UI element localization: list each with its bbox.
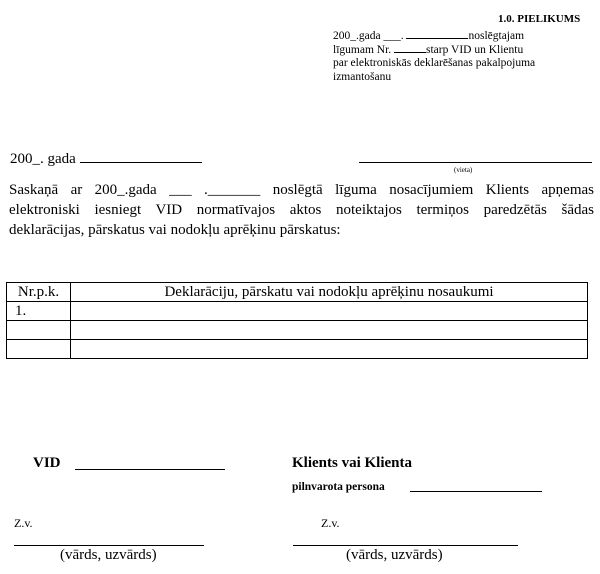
client-signature-line[interactable] [410,491,542,492]
annex-line-4: izmantošanu [333,71,392,83]
name-label-left: (vārds, uzvārds) [60,547,157,563]
agreement-paragraph [9,180,594,240]
table-cell-name[interactable] [71,340,588,359]
seal-left: Z.v. [14,516,33,530]
name-line-right[interactable] [293,545,518,546]
annex-title: 1.0. PIELIKUMS [498,13,581,25]
annex-line-1-b: noslēgtajam [468,30,525,42]
declarations-table [6,282,588,359]
table-header-row [7,283,588,302]
table-cell-number[interactable] [7,321,71,340]
place-line[interactable] [359,162,592,163]
table-row [7,302,588,321]
date-label: 200_. gada [10,151,76,167]
client-sub-label: pilnvarota persona [292,481,385,493]
place-label: (vieta) [454,166,473,174]
annex-line-1 [333,28,524,43]
annex-blank-number[interactable] [394,42,426,53]
name-label-right: (vārds, uzvārds) [346,547,443,563]
paragraph-line-2: elektroniski iesniegt VID normatīvajos aktos noteiktajos termiņos paredzētās šādas [9,202,594,218]
paragraph-line-1: Saskaņā ar 200_.gada ___ ._______ noslēgtā līguma nosacījumiem Klients apņemas [9,182,594,198]
table-cell-name[interactable] [71,302,588,321]
col-header-number: Nr.p.k. [7,283,71,302]
paragraph-line-3: deklarācijas, pārskatus vai nodokļu aprēķinu pārskatus: [9,222,341,238]
table-cell-number[interactable] [7,340,71,359]
vid-signature-line[interactable] [75,469,225,470]
col-header-name: Deklarāciju, pārskatu vai nodokļu aprēķinu nosaukumi [71,283,588,302]
table-cell-number[interactable]: 1. [7,302,71,321]
annex-line-2 [333,42,523,57]
annex-line-3: par elektroniskās deklarēšanas pakalpojuma [333,57,536,69]
annex-line-1-a: 200_.gada ___. [333,30,404,42]
date-row [10,150,202,168]
vid-label: VID [33,455,61,471]
table-row [7,321,588,340]
annex-line-2-b: starp VID un Klientu [426,44,524,56]
table-cell-name[interactable] [71,321,588,340]
name-line-left[interactable] [14,545,204,546]
client-label: Klients vai Klienta [292,455,412,471]
seal-right: Z.v. [321,516,340,530]
annex-blank-date[interactable] [406,28,468,39]
table-row [7,340,588,359]
annex-line-2-a: līgumam Nr. [333,44,392,56]
date-blank[interactable] [80,150,202,163]
